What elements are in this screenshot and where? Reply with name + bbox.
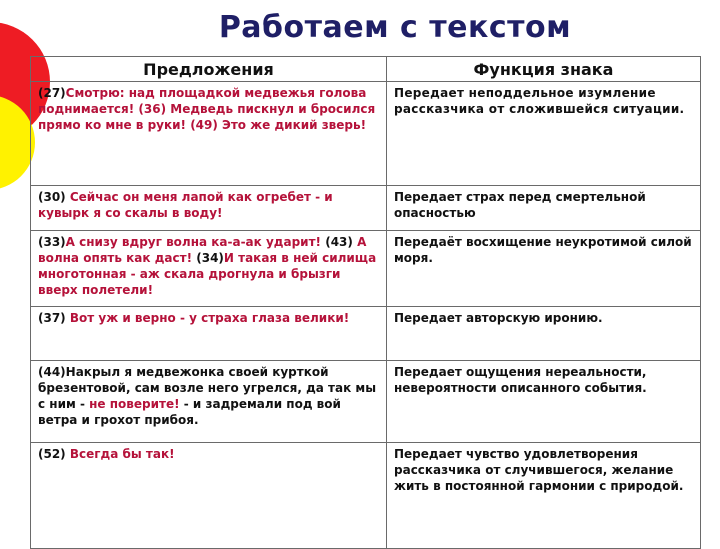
sentence-fragment: И такая в ней силища многотонная - аж скала дрогнула и брызги вверх полетели! <box>38 251 377 297</box>
table-header-row <box>31 57 701 82</box>
table-row <box>31 231 701 307</box>
table-row <box>31 186 701 231</box>
sentence-cell <box>31 186 387 231</box>
sentence-fragment: (37) <box>38 311 70 325</box>
sentence-cell <box>31 307 387 361</box>
sentence-fragment: Сейчас он меня лапой как огребет - и кувырк я со скалы в воду! <box>38 190 333 220</box>
sentence-fragment: - и задремали под вой ветра и грохот прибоя. <box>38 397 341 427</box>
function-cell: Передает чувство удовлетворения рассказчика от случившегося, желание жить в постоянной гармонии с природой. <box>387 443 701 549</box>
table-row <box>31 82 701 186</box>
sentence-fragment: А волна опять как даст! <box>38 235 367 265</box>
table-row <box>31 307 701 361</box>
table-row <box>31 443 701 549</box>
sentence-cell <box>31 82 387 186</box>
header-sign-function: Функция знака <box>387 57 701 82</box>
analysis-table <box>30 56 701 549</box>
sentence-fragment: Смотрю: над площадкой медвежья голова поднимается! <box>38 86 367 116</box>
sentence-fragment: (30) <box>38 190 70 204</box>
sentence-fragment: (43) <box>325 235 358 249</box>
sentence-fragment: А снизу вдруг волна ка-а-ак ударит! <box>65 235 326 249</box>
function-cell: Передает ощущения нереальности, невероятности описанного события. <box>387 361 701 443</box>
sentence-cell <box>31 231 387 307</box>
sentence-fragment: (34) <box>196 251 224 265</box>
sentence-fragment: (36) Медведь пискнул и бросился прямо ко мне в руки! <box>38 102 376 132</box>
sentence-fragment: (27) <box>38 86 66 100</box>
sentence-fragment: (44)Накрыл я медвежонка своей курткой брезентовой, сам возле него угрелся, да так мы с ним - <box>38 365 377 411</box>
slide-title: Работаем с текстом <box>218 10 572 45</box>
function-cell: Передает неподдельное изумление рассказчика от сложившейся ситуации. <box>387 82 701 186</box>
sentence-cell <box>31 443 387 549</box>
sentence-fragment: (49) Это же дикий зверь! <box>190 118 367 132</box>
function-cell: Передает авторскую иронию. <box>387 307 701 361</box>
function-cell: Передает страх перед смертельной опасностью <box>387 186 701 231</box>
sentence-fragment: (33) <box>38 235 66 249</box>
sentence-fragment: (52) <box>38 447 70 461</box>
sentence-fragment: Всегда бы так! <box>69 447 175 461</box>
function-cell: Передаёт восхищение неукротимой силой моря. <box>387 231 701 307</box>
header-sentences: Предложения <box>31 57 387 82</box>
sentence-fragment: Вот уж и верно - у страха глаза велики! <box>69 311 350 325</box>
sentence-cell <box>31 361 387 443</box>
sentence-fragment: не поверите! <box>89 397 184 411</box>
table-row <box>31 361 701 443</box>
